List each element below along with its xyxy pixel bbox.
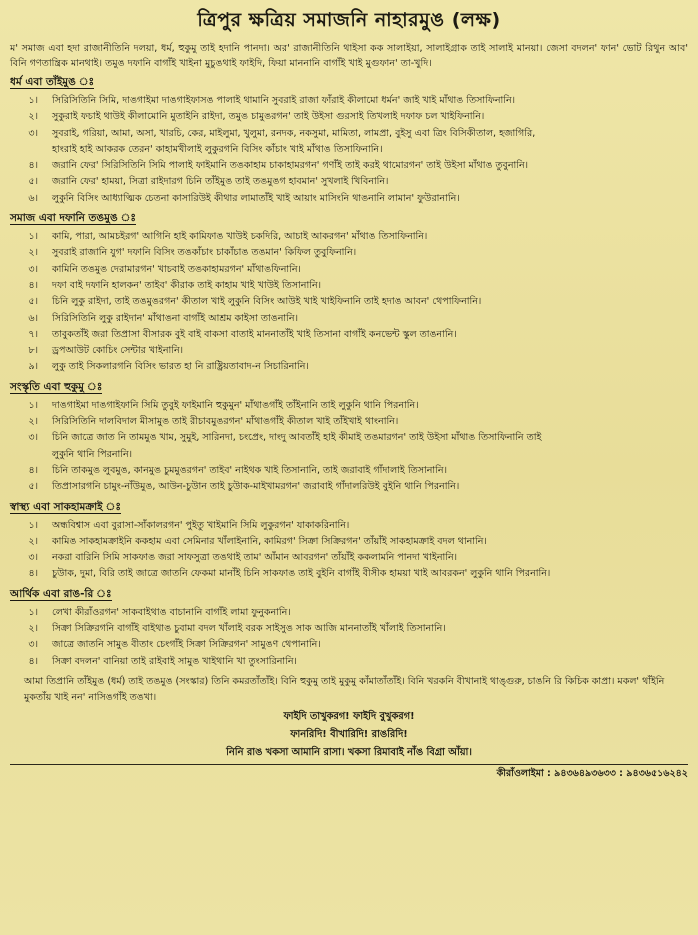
item-text: চিনি জাত্রে জাত নি তামমুঙ খাম, সুমুই, সারিনদা, চংপ্রেং, দাংদু আবতাঁই হাই কীমাই তঙমারগন' তাই উইসা মাঁথাঙ তিসাফিনানি তাই xyxy=(52,432,542,444)
item-text: দফা বাই দফানি হালকন' তাইব' কীরাক তাই কাহাম খাই খাউই তিসানানি। xyxy=(52,279,322,291)
item-number: ২। xyxy=(28,247,38,259)
item-text: সুবরাই, গরিয়া, আমা, অসা, খারচি, কের, মাইলুমা, খুলুমা, রনদক, নকসুমা, মামিতা, লামপ্রা, বুইসু এবা ত্রিং বিসিকীতাল, হজাগিরি, xyxy=(52,127,536,139)
list-item xyxy=(10,109,688,125)
item-number: ৭। xyxy=(28,328,38,340)
item-number: ৬। xyxy=(28,192,38,204)
list-item xyxy=(10,359,688,375)
item-number: ৪। xyxy=(28,568,38,580)
item-text: হাংরাই হাই আকরক তেরন' কাহামখীলাই লুকুরগনি বিসিং কাঁচাং খাই মাঁথাঙ তিসাফিনানি। xyxy=(52,143,383,155)
item-number: ২। xyxy=(28,535,38,547)
slogan-line: নিনি রাঙ খকসা আমানি রাসা। খকসা রিমাবাই নাঁঙ বিগ্রা আঁয়া। xyxy=(226,746,472,758)
item-text: কামি, পারা, আমচইরগ' আগিনি হাই কামিফাঙ খাউই চকদিরি, আচাই আকরগন' মাঁথাঙ তিসাফিনানি। xyxy=(52,231,428,243)
list-item xyxy=(10,414,688,430)
contact-line xyxy=(10,764,688,782)
section-heading-text: সংস্কৃতি এবা হুকুমু ঃ xyxy=(10,380,103,393)
item-text: সিক্রা বদলন' বানিয়া তাই রাইবাই সামুঙ খাইথানি খা তুংসারিনানি। xyxy=(52,655,297,667)
item-text: সিরিসিতিনি দালবিদাল মীসামুঙ তাই রীচাবমুঙরগন' মাঁথাঙগাঁই কীতাল খাই তাঁইখাই থাংনানি। xyxy=(52,416,399,428)
item-text: নকরা বারিনি সিমি সাকফাঙ জরা সাফসুত্রা তঙথাই তাম' আঁমান আবরগন' তাঁয়াঁই ককলামনি পানদা খাইনানি। xyxy=(52,552,458,564)
list-item xyxy=(10,566,688,582)
item-number: ১। xyxy=(28,231,38,243)
item-text: জাত্রে জাতনি সামুঙ বীতাং চেংগাঁই সিক্রা সিক্রিরগন' সামুঙণ থেপানানি। xyxy=(52,639,321,651)
slogan-line: ফানরিদি! বীখারিদি! রাঙরিদি! xyxy=(290,728,408,740)
section-list xyxy=(10,605,688,670)
list-item xyxy=(10,447,688,463)
item-text: দাঙগাইমা দাঙগাইফানি সিমি তুবুই ফাইমানি হুকুমুন' মাঁথাঙগাঁই তাঁইনানি তাই লুকুনি থানি পিরনানি। xyxy=(52,399,419,411)
section-list xyxy=(10,398,688,496)
item-text: জরানি ফের' হাময়া, সিত্রা রাইদারগ চিনি তাঁইমুঙ তাই তঙমুঙগ হাবমান' সুখলাই খিবিনানি। xyxy=(52,176,389,188)
section-heading xyxy=(10,380,688,397)
item-number: ৪। xyxy=(28,655,38,667)
item-text: লুকুনি থানি পিরনানি। xyxy=(52,448,133,460)
item-text: চুউাক, দুমা, বিরি তাই জাত্রে জাতনি ফেকমা মানাঁই চিনি সাকফাঙ তাই বুইনি বাগাঁই বীসীক হাময়া খাই আবরকন' লুকুনি থানি পিরনানি। xyxy=(52,568,551,580)
item-text: চিনি লুকু রাইদা, তাই তঙমুঙরগন' কীতাল খাই লুকুনি বিসিং আউই খাই খাইফিনানি তাই হদাঙ আবন' থেপাফিনানি। xyxy=(52,296,482,308)
item-number: ১। xyxy=(28,95,38,106)
item-number xyxy=(10,447,52,463)
slogans-block xyxy=(10,708,688,762)
list-item xyxy=(10,343,688,359)
item-text: কামিনি তঙমুঙ দেরামারগন' খাচবাই তঙকাহামরগন' মাঁথাঙফিনানি। xyxy=(52,263,301,275)
page-title: ত্রিপুর ক্ষত্রিয় সমাজনি নাহারমুঙ (লক্ষ) xyxy=(197,9,501,31)
section-heading xyxy=(10,587,688,604)
list-item xyxy=(10,327,688,343)
list-item xyxy=(10,654,688,670)
section-heading-text: ধর্ম এবা তাঁইমুঙ ঃ xyxy=(10,76,95,88)
item-number: ৪। xyxy=(28,464,38,476)
list-item xyxy=(10,262,688,278)
item-number: ১। xyxy=(28,399,38,411)
list-item xyxy=(10,621,688,637)
list-item xyxy=(10,93,688,109)
item-number: ৫। xyxy=(28,176,38,188)
item-number: ১। xyxy=(28,606,38,618)
item-number: ৩। xyxy=(28,263,38,275)
list-item xyxy=(10,550,688,566)
list-item xyxy=(10,278,688,294)
item-number: ৩। xyxy=(28,552,38,564)
item-number: ৩। xyxy=(28,127,38,139)
contact-numbers: কীরাঁওলাইমা : ৯৪৩৬৪৯৩৬৩৩ : ৯৪৩৬৫১৬২৪২ xyxy=(496,767,688,779)
item-number: ৫। xyxy=(28,296,38,308)
item-number: ৪। xyxy=(28,279,38,291)
item-text: সিরিসিতিনি সিমি, দাঙগাইমা দাঙগাইফাসঙ পালাই থামানি সুবরাই রাজা ফাঁরাই কীলামো ধর্মন' জাই খাই মাঁথাঙ তিসাফিনানি। xyxy=(52,95,516,106)
item-text: অন্ধবিশ্বাস এবা বুরাসা-সাঁকালরগন' পুইতু খাইমানি সিমি লুকুরগন' যাকাকরিনানি। xyxy=(52,519,350,531)
item-number: ২। xyxy=(28,416,38,428)
section-heading-text: আর্থিক এবা রাঙ-রি ঃ xyxy=(10,587,112,600)
section-list xyxy=(10,93,688,207)
item-text: লুকু তাই সিকলারগনি বিসিং ভারত হা নি রাষ্ট্রিয়তাবাদ-ন সিচারিনানি। xyxy=(52,361,309,373)
section-heading xyxy=(10,75,688,92)
item-text: সুবরাই রাজানি যুগ' দফানি বিসিং তঙকাঁচাং চাকাঁচাঙ তঙমান' কিফিল তুবুফিনানি। xyxy=(52,247,357,259)
list-item xyxy=(10,142,688,158)
list-item xyxy=(10,463,688,479)
list-item xyxy=(10,518,688,534)
item-text: সিরিসিতিনি লুকু রাইদান' মাঁথাঙনা বাগাঁই আশ্রম কাইসা তাঙনানি। xyxy=(52,312,298,324)
item-text: সুকুরাই ফচাই থাউই কীলামোনি মুতাইনি রাইদা, তমুঙ চামুঙরগন' তাই উইসা গুরসাই তিখলাই দফাফ চল খাইফিনানি। xyxy=(52,111,485,123)
item-text: তিপ্রাসারগনি চামুং-নাঁউমুঙ, আউন-চুউান তাই চুউাক-মাইখামরগন' জরাবাই গাঁদালরিউই বুইনি থানি পিরনানি। xyxy=(52,481,460,493)
item-number: ২। xyxy=(28,623,38,635)
item-number: ৯। xyxy=(28,361,38,373)
slogan-line: ফাইদি তাখুকরগ! ফাইদি বুখুকরগ! xyxy=(283,710,415,722)
item-text: লুকুনি বিসিং আধ্যাত্মিক চেতনা কাসারিউই কীথার লামাতাঁই খাই আয়াং মাসিংনি থাঙনানি লামান' ফুউরানানি। xyxy=(52,192,460,204)
item-text: ড্রপআউট কোচিং সেন্টার খাইনানি। xyxy=(52,345,184,357)
item-number: ২। xyxy=(28,111,38,123)
list-item xyxy=(10,605,688,621)
item-number: ১। xyxy=(28,519,38,531)
list-item xyxy=(10,229,688,245)
intro-paragraph: ম' সমাজ এবা হদা রাজানীতিনি দলয়া, ধর্ম, হুকুমু তাই হদানি পানদা। অর' রাজানীতিনি থাইসা কক সালাইয়া, সালাইগ্রাক তাই সালাই মানয়া। জেসা বদলন' ফান' ভোট রিথুন আব' বিনি গণতান্ত্রিক মানথাই। তমুঙ দফানি বাগাঁই খাইনা মুচুঙথাই ফাইদি, ফিয়া মাননানি বাগাঁই খাই মুগুফান' তা-খুদি। xyxy=(10,43,688,69)
section-heading xyxy=(10,500,688,517)
item-number: ৪। xyxy=(28,160,38,172)
section-list xyxy=(10,518,688,583)
item-text: লেখা কীরাঁওরগন' সাকবাইথাঙ বাচানানি বাগাঁই লামা ফুনুকনানি। xyxy=(52,606,291,618)
list-item xyxy=(10,430,688,446)
list-item xyxy=(10,158,688,174)
list-item xyxy=(10,126,688,142)
item-number: ৩। xyxy=(28,432,38,444)
list-item xyxy=(10,174,688,190)
section-heading-text: সমাজ এবা দফানি তঙমুঙ ঃ xyxy=(10,212,137,225)
item-number xyxy=(10,142,52,158)
list-item xyxy=(10,637,688,653)
closing-paragraph: আমা তিপ্রানি তাঁইমুঙ (ধর্ম) তাই তঙমুঙ (সংস্কার) তিনি কমরতাঁতাঁই। বিনি হুকুমু তাই মুকুমু কাঁমাতাঁতাঁই। বিনি খরকনি বীখানাই থাঙ্গুরু, চাঙনি রি কিচিক কাপ্রা। মকল' থাঁইনি মুকতাঁয় খাই নন' নাসিঙগাঁই তঙখা। xyxy=(24,675,665,703)
item-number: ৬। xyxy=(28,312,38,324)
section-heading xyxy=(10,211,688,228)
list-item xyxy=(10,191,688,207)
item-text: চিনি তাকমুঙ লুবমুঙ, কানমুঙ চুমমুঙরগন' তাইব' নাইথক খাই তিসানানি, তাই জরাবাই গাঁদালাই তিসানানি। xyxy=(52,464,447,476)
list-item xyxy=(10,479,688,495)
item-text: জরানি ফের' সিরিসিতিনি সিমি পালাই ফাইমানি তঙকাহাম চাকাহামরগন' গণাঁই তাই করই থামোরগন' তাই উইসা মাঁথাঙ তুবুনানি। xyxy=(52,160,529,172)
item-text: তাবুকতাঁই জরা তিপ্রাসা বীসারক বুই বাই বাকসা বাতাই মাননাতাঁই খাই তিসানা বাগাঁই কনভেন্ট স্কুল তাঙনানি। xyxy=(52,328,457,340)
list-item xyxy=(10,311,688,327)
section-heading-text: স্বাস্থ্য এবা সাকহামক্রাই ঃ xyxy=(10,500,121,513)
item-number: ৮। xyxy=(28,345,38,357)
list-item xyxy=(10,398,688,414)
section-list xyxy=(10,229,688,376)
item-text: কামিঙ সাকহামক্রাইনি ককহাম এবা সেমিনার খাঁলাইনানি, কামিরগ' সিক্রা সিক্রিরগন' তাঁয়াঁই সাকহামক্রাই বদল থানানি। xyxy=(52,535,487,547)
item-number: ৫। xyxy=(28,481,38,493)
sections-container xyxy=(10,75,688,670)
list-item xyxy=(10,294,688,310)
item-text: সিক্রা সিক্রিরগনি বাগাঁই বাইথাঙ চুবামা বদল খাঁলাই বরক সাইসুঙ সাক আজি মাননাতাঁই খাঁলাই তিসানানি। xyxy=(52,623,446,635)
item-number: ৩। xyxy=(28,639,38,651)
list-item xyxy=(10,245,688,261)
list-item xyxy=(10,534,688,550)
